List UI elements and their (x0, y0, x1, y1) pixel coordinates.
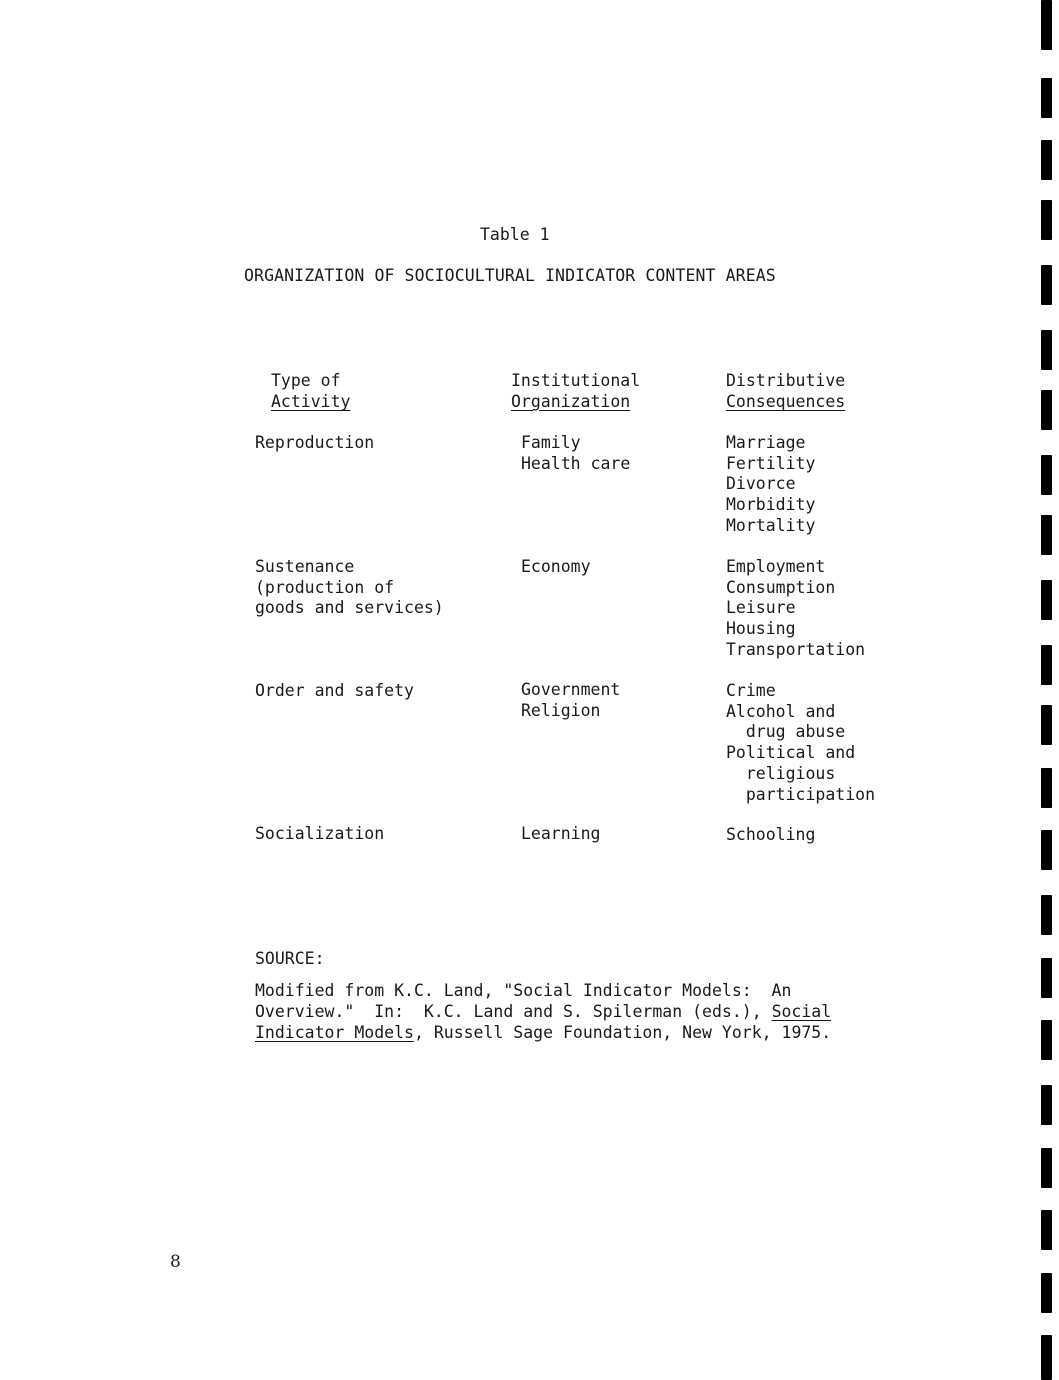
row-reproduction-activity: Reproduction (255, 433, 375, 452)
row-order-safety-activity: Order and safety (255, 681, 414, 700)
header-distributive-consequences: Distributive Consequences (726, 371, 846, 411)
binding-mark (1041, 455, 1052, 495)
row-order-safety-consequences: Crime Alcohol and drug abuse Political and religious participation (726, 681, 876, 804)
header-type-of-activity: Type of Activity (271, 371, 351, 411)
binding-mark (1041, 330, 1052, 370)
page-number: 8 (170, 1252, 181, 1272)
binding-mark (1041, 768, 1052, 808)
binding-mark (1041, 580, 1052, 620)
binding-mark (1041, 705, 1052, 745)
binding-mark (1041, 958, 1052, 998)
binding-mark (1041, 1020, 1052, 1060)
table-title: ORGANIZATION OF SOCIOCULTURAL INDICATOR CONTENT AREAS (244, 266, 776, 285)
binding-mark (1041, 78, 1052, 118)
binding-mark (1041, 140, 1052, 180)
binding-mark (1041, 1273, 1052, 1313)
binding-mark (1041, 390, 1052, 430)
binding-mark (1041, 1085, 1052, 1125)
row-sustenance-consequences: Employment Consumption Leisure Housing Transportation (726, 557, 866, 659)
source-text: Modified from K.C. Land, "Social Indicator Models: An Overview." In: K.C. Land and S. Spilerman (eds.), Social Indicator Models, Russell Sage Foundation, New York, 1975. (255, 981, 832, 1042)
binding-mark (1041, 645, 1052, 685)
row-order-safety-institution: Government Religion (521, 680, 621, 720)
row-sustenance-institution: Economy (521, 557, 591, 576)
binding-mark (1041, 515, 1052, 555)
binding-mark (1041, 265, 1052, 305)
binding-marks (1038, 0, 1059, 1380)
row-reproduction-consequences: Marriage Fertility Divorce Morbidity Mortality (726, 433, 816, 535)
source-label: SOURCE: (255, 949, 325, 968)
header-institutional-organization: Institutional Organization (511, 371, 641, 411)
row-socialization-activity: Socialization (255, 824, 385, 843)
table-label: Table 1 (480, 225, 550, 244)
binding-mark (1041, 1210, 1052, 1250)
binding-mark (1041, 895, 1052, 935)
row-socialization-consequences: Schooling (726, 825, 816, 844)
binding-mark (1041, 0, 1052, 50)
binding-mark (1041, 1335, 1052, 1380)
row-socialization-institution: Learning (521, 824, 601, 843)
binding-mark (1041, 830, 1052, 870)
binding-mark (1041, 200, 1052, 240)
row-sustenance-activity: Sustenance (production of goods and services) (255, 557, 444, 618)
binding-mark (1041, 1148, 1052, 1188)
row-reproduction-institution: Family Health care (521, 433, 631, 473)
